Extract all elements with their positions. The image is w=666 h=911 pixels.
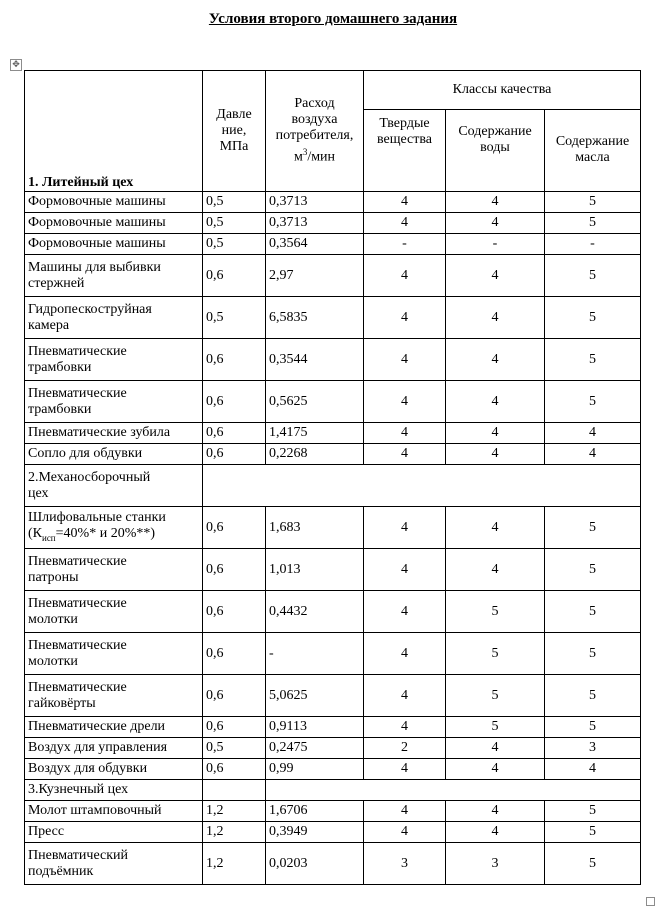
requirements-table [24, 70, 641, 885]
section-row [25, 465, 641, 507]
header-solids: Твердые вещества [364, 110, 446, 192]
table-move-handle-icon[interactable]: ✥ [10, 59, 22, 71]
table-row: Пневматические гайковёрты 0,6 5,0625 4 5 5 [25, 675, 641, 717]
document-title: Условия второго домашнего задания [208, 11, 458, 27]
header-pressure: Давле ние, МПа [203, 71, 266, 192]
table-row: Формовочные машины 0,5 0,3713 4 4 5 [25, 192, 641, 213]
section-title-forge: 3.Кузнечный цех [25, 780, 203, 801]
table-row: Воздух для обдувки 0,6 0,99 4 4 4 [25, 759, 641, 780]
table-row: Сопло для обдувки 0,6 0,2268 4 4 4 [25, 444, 641, 465]
table-row: Пневматические зубила 0,6 1,4175 4 4 4 [25, 423, 641, 444]
table-row: Пневматические трамбовки 0,6 0,5625 4 4 5 [25, 381, 641, 423]
table-row: Пневматические трамбовки 0,6 0,3544 4 4 5 [25, 339, 641, 381]
header-flow: Расход воздуха потребителя, $м^3$/мин [266, 71, 364, 192]
table-row: Гидропескоструйная камера 0,5 6,5835 4 4 5 [25, 297, 641, 339]
table-row: Формовочные машины 0,5 0,3713 4 4 5 [25, 213, 641, 234]
table-row: Пневматические патроны 0,6 1,013 4 4 5 [25, 549, 641, 591]
section-row [25, 780, 641, 801]
table-row: Пневматические молотки 0,6 - 4 5 5 [25, 633, 641, 675]
table-row: Формовочные машины 0,5 0,3564 - - - [25, 234, 641, 255]
table-resize-handle-icon[interactable] [646, 897, 655, 906]
header-water: Содержание воды [446, 110, 545, 192]
table-row: Машины для выбивки стержней 0,6 2,97 4 4 5 [25, 255, 641, 297]
table-row: Шлифовальные станки ($К_{исп}=40\%*$ и 20%**) 0,6 1,683 4 4 5 [25, 507, 641, 549]
header-quality-classes: Классы качества [364, 71, 641, 110]
table-row: Пневматический подъёмник 1,2 0,0203 3 3 5 [25, 843, 641, 885]
table-row: Пневматические дрели 0,6 0,9113 4 5 5 [25, 717, 641, 738]
table-row: Молот штамповочный 1,2 1,6706 4 4 5 [25, 801, 641, 822]
section-title-assembly: 2.Механосборочный цех [25, 465, 203, 507]
section-title-foundry: 1. Литейный цех [25, 71, 203, 192]
table-row: Воздух для управления 0,5 0,2475 2 4 3 [25, 738, 641, 759]
table-row: Пневматические молотки 0,6 0,4432 4 5 5 [25, 591, 641, 633]
header-oil: Содержание масла [545, 110, 641, 192]
table-row: Пресс 1,2 0,3949 4 4 5 [25, 822, 641, 843]
